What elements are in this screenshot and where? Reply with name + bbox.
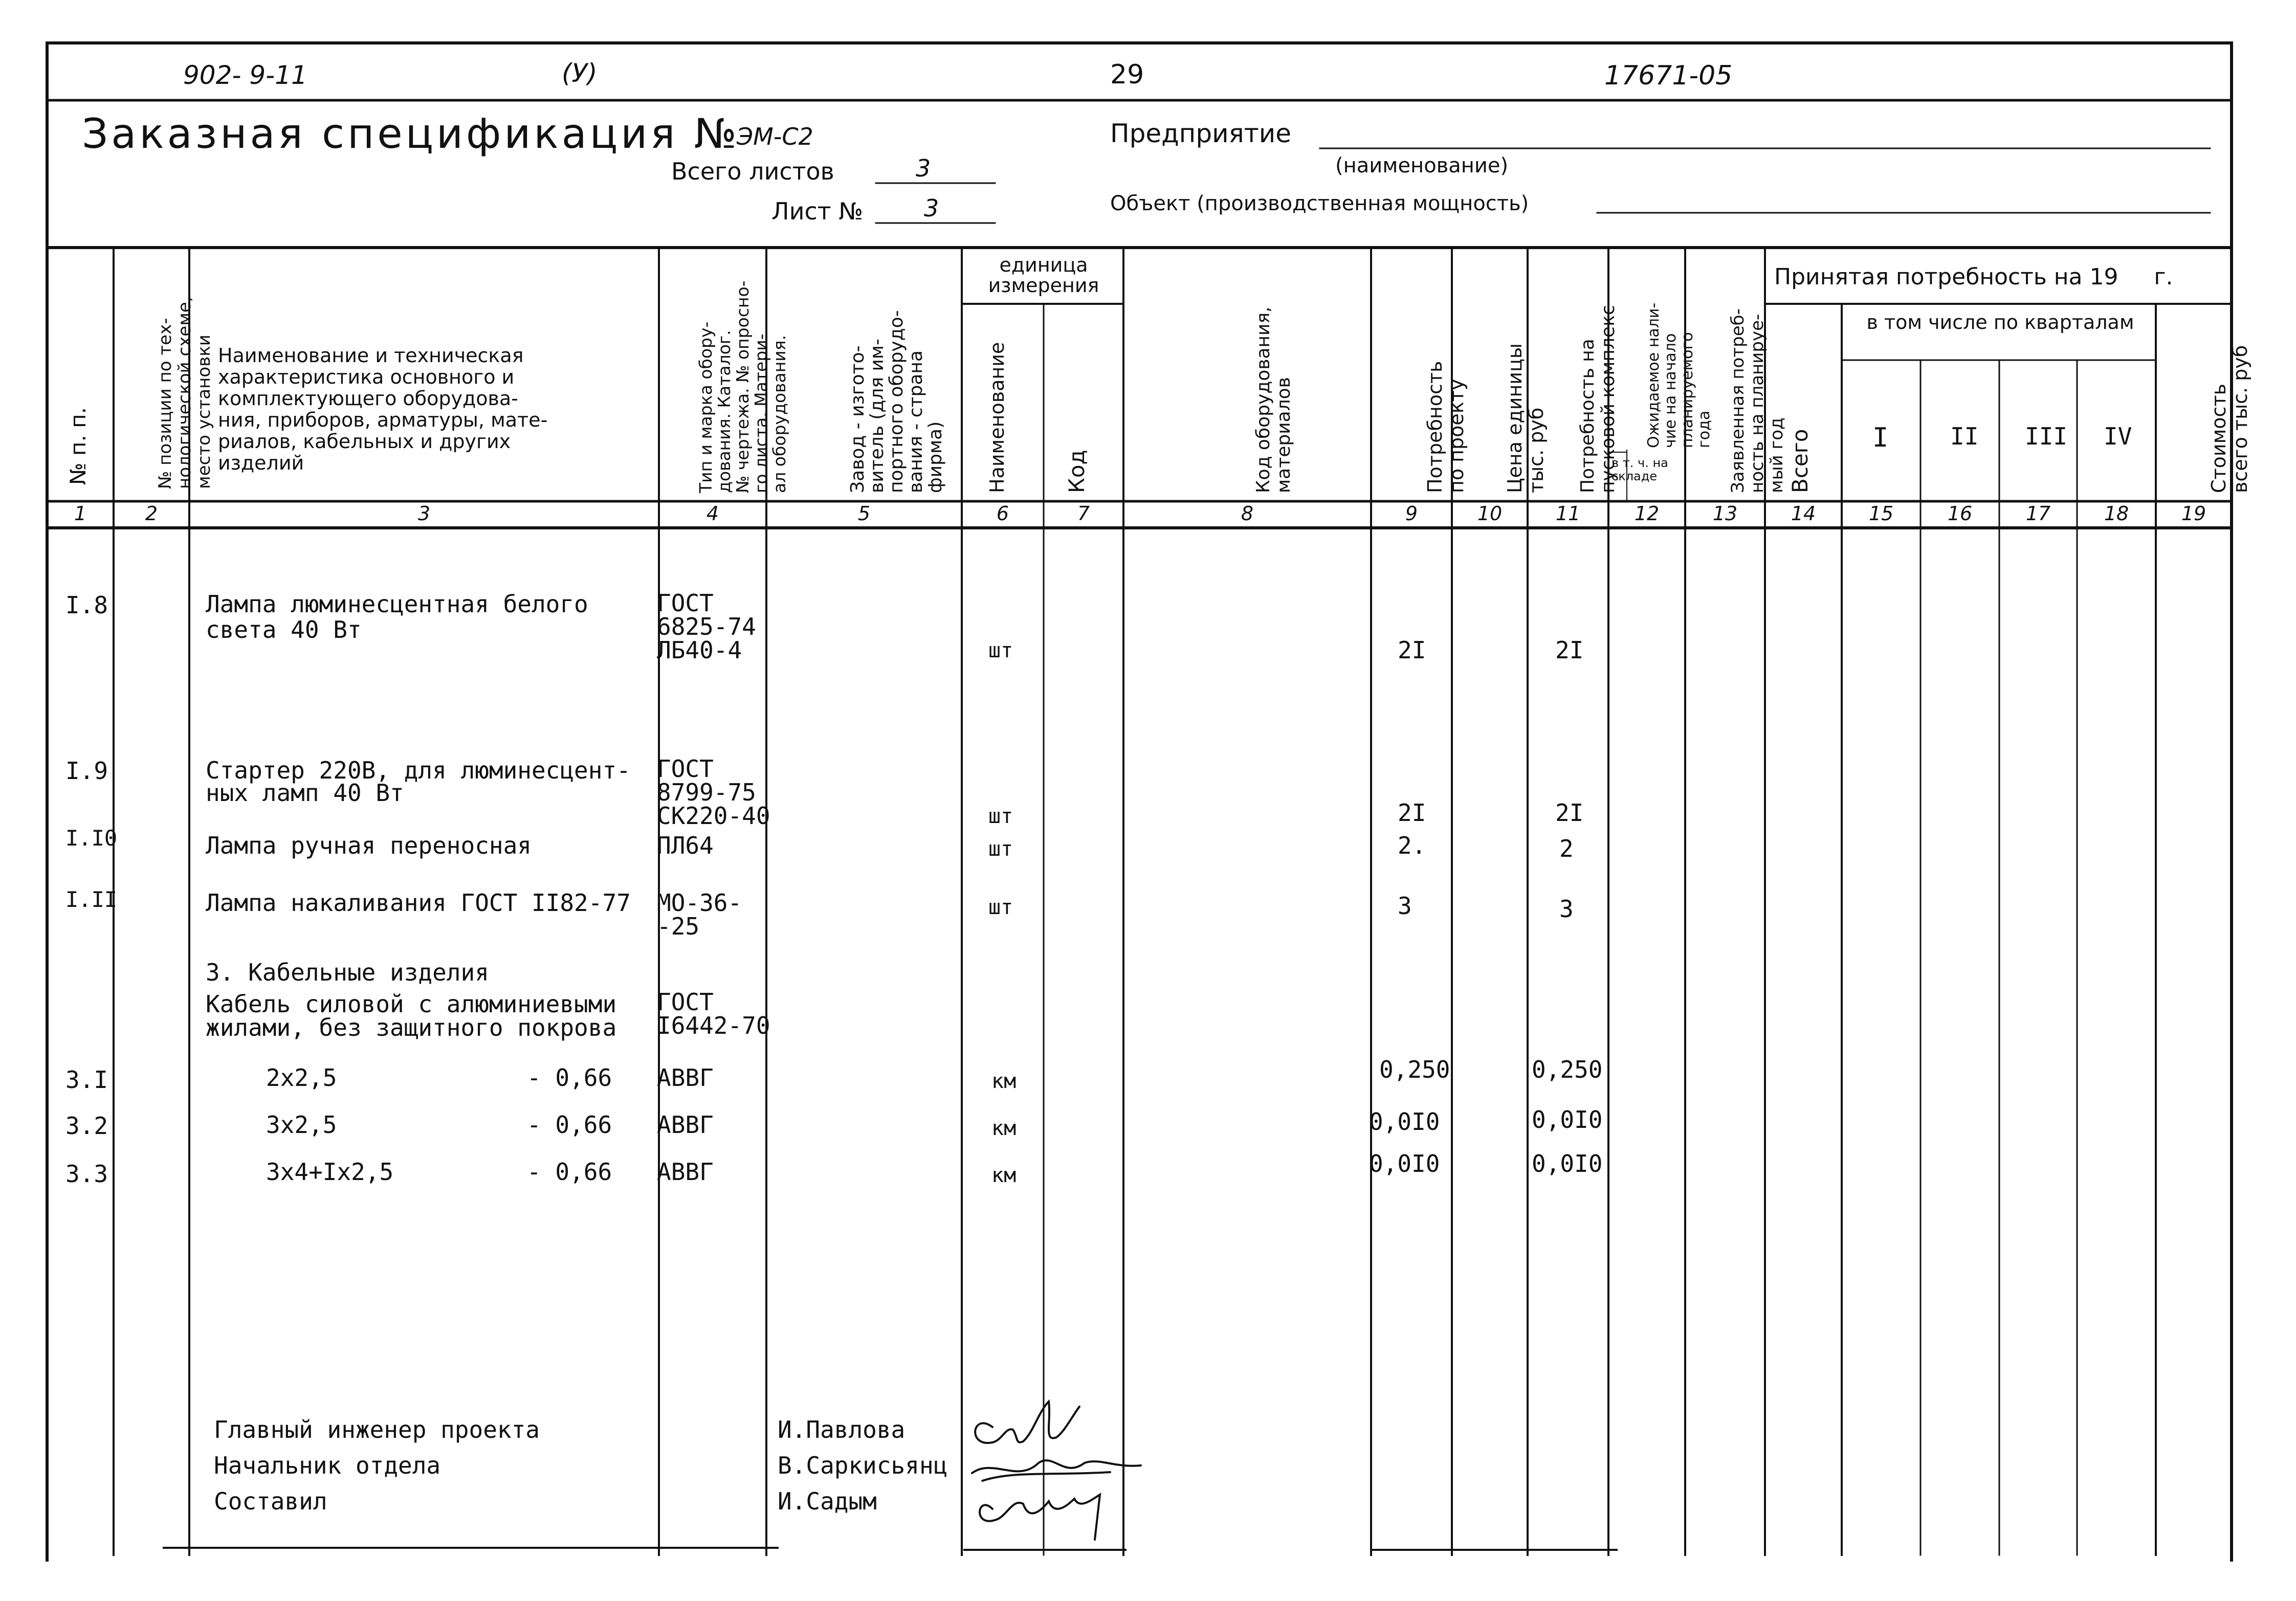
header-col-1: № п. п. — [65, 407, 91, 485]
header-quarters-group: в том числе по кварталам — [1866, 311, 2134, 333]
signature-person: И.Садым — [778, 1487, 877, 1515]
header-col-14: Всего — [1787, 429, 1813, 493]
column-number: 17 — [2025, 502, 2051, 525]
row-unit: км — [991, 1117, 1017, 1140]
header-col-13: Заявленная потреб- ность на планируе- мый год — [1728, 308, 1787, 493]
column-number: 19 — [2181, 502, 2206, 525]
row-need-by-project: 2. — [1398, 832, 1426, 859]
row-item-name: Лампа ручная переносная — [206, 832, 532, 859]
row-unit: шт — [988, 805, 1013, 828]
header-col-19: Стоимость всего тыс. руб — [2207, 345, 2251, 493]
document-number: 17671-05 — [1604, 60, 1733, 91]
row-unit: шт — [988, 837, 1013, 861]
header-quarter-3: III — [2025, 423, 2068, 450]
row-item-voltage: - 0,66 — [527, 1111, 612, 1139]
row-unit: км — [991, 1070, 1017, 1093]
total-sheets-value: 3 — [916, 154, 931, 182]
column-number: 14 — [1791, 502, 1816, 525]
document-mark: (У) — [562, 58, 598, 88]
spec-number: ЭМ-С2 — [737, 123, 813, 150]
object-label: Объект (производственная мощность) — [1110, 192, 1529, 215]
row-unit: км — [991, 1164, 1017, 1187]
row-unit: шт — [988, 896, 1013, 919]
signature-role: Составил — [214, 1487, 327, 1515]
row-item-type: ГОСТ I6442-70 — [657, 988, 770, 1039]
header-accepted-group: Принятая потребность на 19 г. — [1774, 264, 2173, 290]
section-heading: 3. Кабельные изделия — [206, 959, 489, 986]
page-number: 29 — [1110, 59, 1144, 90]
row-need-launch: 2I — [1555, 636, 1584, 664]
column-number: 18 — [2104, 502, 2129, 525]
row-item-name: Лампа накаливания ГОСТ II82-77 — [206, 889, 631, 917]
enterprise-name-hint: (наименование) — [1335, 154, 1509, 177]
column-number: 6 — [996, 502, 1009, 525]
header-col-9: Потребность по проекту — [1424, 361, 1468, 493]
column-number: 10 — [1477, 502, 1503, 525]
column-number: 1 — [74, 502, 87, 525]
header-col-8: Код оборудования, материалов — [1253, 306, 1294, 493]
row-item-type: ГОСТ 8799-75 СК220-40 — [657, 755, 770, 830]
row-number: I.I0 — [65, 826, 118, 851]
row-item-type: МО-36- -25 — [657, 889, 742, 940]
column-number: 4 — [706, 502, 719, 525]
sheet-value: 3 — [924, 194, 939, 222]
header-quarter-2: II — [1950, 423, 1979, 450]
header-col-2: № позиции по тех- нологической схеме, место установки — [155, 296, 214, 489]
column-number: 8 — [1241, 502, 1254, 525]
row-number: 3.I — [65, 1066, 108, 1094]
header-col-10: Цена единицы тыс. руб — [1504, 343, 1548, 493]
signature-role: Главный инженер проекта — [214, 1416, 540, 1443]
header-col-6: Наименование — [986, 342, 1008, 493]
row-item-type: АВВГ — [657, 1111, 714, 1139]
row-number: 3.3 — [65, 1160, 108, 1188]
header-col-4: Тип и марка обору- дования. Каталог. № чертежа. № опросно- го листа. Матери- ал оборудования. — [696, 280, 789, 493]
document-code: 902- 9-11 — [183, 60, 307, 90]
column-number: 16 — [1947, 502, 1973, 525]
signature-person: И.Павлова — [778, 1416, 906, 1443]
row-need-launch: 2I — [1555, 799, 1584, 827]
row-need-by-project: 0,0I0 — [1369, 1150, 1440, 1177]
signature-role: Начальник отдела — [214, 1452, 441, 1479]
header-col-11: Потребность на пусковой комплекс — [1577, 305, 1619, 493]
spec-title: Заказная спецификация № — [82, 110, 740, 158]
handwritten-signatures — [962, 1381, 1156, 1550]
row-need-launch: 0,0I0 — [1532, 1150, 1603, 1177]
column-number: 15 — [1868, 502, 1894, 525]
signature-person: В.Саркисьянц — [778, 1452, 948, 1479]
row-number: I.9 — [65, 757, 108, 785]
header-unit-group: единица измерения — [988, 254, 1099, 297]
header-col-12: Ожидаемое нали- чие на начало планируемого года — [1645, 302, 1713, 448]
header-quarter-4: IV — [2104, 423, 2132, 450]
column-number: 2 — [145, 502, 158, 525]
row-need-launch: 2 — [1559, 835, 1574, 862]
row-item-type: ГОСТ 6825-74 ЛБ40-4 — [657, 589, 756, 664]
column-number: 5 — [857, 502, 871, 525]
row-item-type: ПЛ64 — [657, 832, 714, 859]
row-need-launch: 3 — [1559, 895, 1574, 923]
row-item-name: Лампа люминесцентная белого света 40 Вт — [206, 590, 588, 643]
header-col-12-stock: в т. ч. на складе — [1611, 456, 1668, 483]
row-item-type: АВВГ — [657, 1158, 714, 1186]
header-col-5: Завод - изгото- витель (для им- портного оборудо- вания - страна фирма) — [847, 310, 946, 493]
row-item-name: 3x2,5 — [266, 1111, 337, 1139]
row-need-by-project: 2I — [1398, 636, 1426, 664]
enterprise-label: Предприятие — [1110, 119, 1292, 148]
column-number: 12 — [1634, 502, 1660, 525]
row-item-voltage: - 0,66 — [527, 1064, 612, 1092]
row-item-name: Кабель силовой с алюминиевыми жилами, без защитного покрова — [206, 990, 617, 1041]
row-item-voltage: - 0,66 — [527, 1158, 612, 1186]
row-need-by-project: 0,250 — [1379, 1056, 1450, 1083]
column-number: 7 — [1077, 502, 1090, 525]
row-number: I.II — [65, 887, 118, 912]
row-need-launch: 0,250 — [1532, 1056, 1603, 1083]
column-number: 3 — [417, 502, 431, 525]
column-number: 13 — [1712, 502, 1738, 525]
header-col-3: Наименование и техническая характеристика основного и комплектующего оборудова- ния, приборов, арматуры, мате- риалов, кабельных и других изделий — [218, 344, 548, 474]
row-need-by-project: 2I — [1398, 799, 1426, 827]
row-item-type: АВВГ — [657, 1064, 714, 1092]
row-number: 3.2 — [65, 1112, 108, 1140]
row-item-name: 2x2,5 — [266, 1064, 337, 1092]
row-item-name: 3x4+Ix2,5 — [266, 1158, 394, 1186]
header-quarter-1: I — [1872, 423, 1889, 453]
column-number: 9 — [1405, 502, 1418, 525]
row-need-launch: 0,0I0 — [1532, 1106, 1603, 1133]
sheet-label: Лист № — [771, 197, 864, 225]
row-unit: шт — [988, 639, 1013, 662]
row-number: I.8 — [65, 591, 108, 619]
total-sheets-label: Всего листов — [671, 158, 834, 185]
row-need-by-project: 3 — [1398, 892, 1412, 920]
row-need-by-project: 0,0I0 — [1369, 1108, 1440, 1136]
row-item-name: Стартер 220В, для люминесцент- ных ламп 40 Вт — [206, 757, 631, 807]
header-col-7: Код — [1064, 450, 1089, 493]
column-number: 11 — [1555, 502, 1581, 525]
